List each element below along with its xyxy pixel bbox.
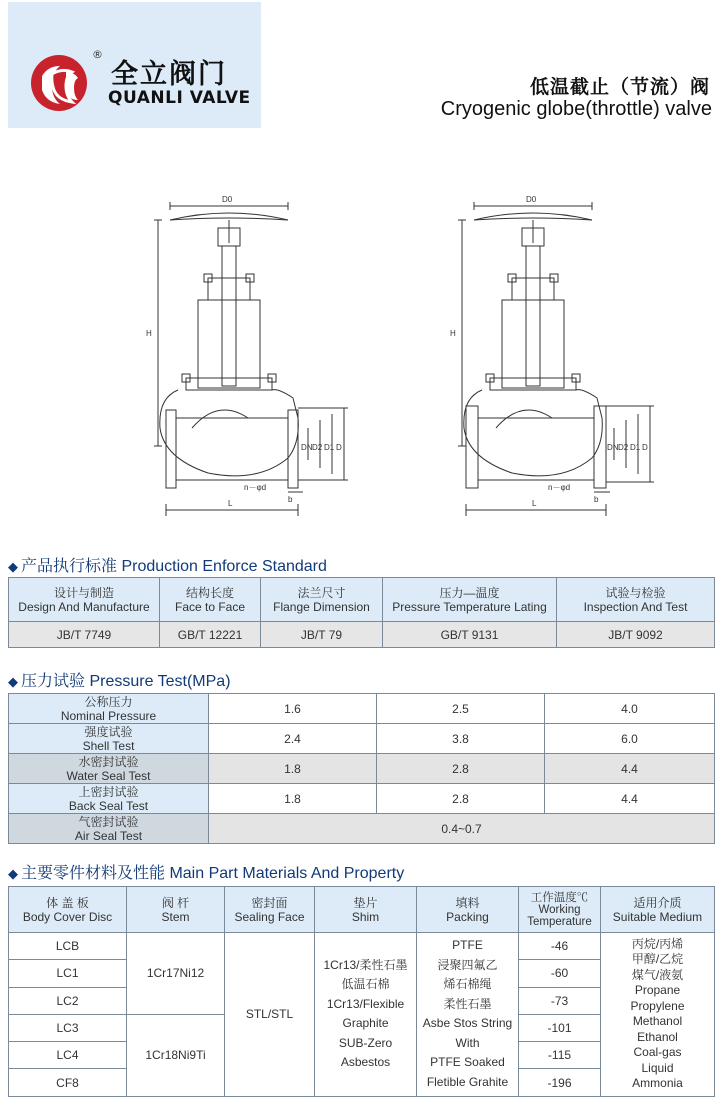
product-title-en: Cryogenic globe(throttle) valve	[440, 98, 712, 120]
pressure-value: 2.5	[377, 694, 545, 724]
label-dn-left: DN	[301, 443, 313, 452]
materials-header: 适用介质 Suitable Medium	[601, 887, 715, 933]
temperature-cell: -196	[519, 1069, 601, 1096]
standards-cell: JB/T 9092	[557, 622, 715, 648]
brand-name-cn: 全立阀门	[111, 59, 227, 90]
pressure-label: 公称压力 Nominal Pressure	[9, 694, 209, 724]
packing-cell: PTFE 浸聚四氟乙 烯石棉绳 柔性石墨 Asbe Stos String With PTFE Soaked Fletible Grahite	[417, 933, 519, 1097]
materials-header: 阀 杆 Stem	[127, 887, 225, 933]
pressure-value: 3.8	[377, 724, 545, 754]
label-holes-left: n－φd	[244, 483, 267, 492]
label-d-right: D	[642, 443, 648, 452]
label-d2-right: D2	[618, 443, 629, 452]
standards-cell: JB/T 7749	[9, 622, 160, 648]
brand-logo	[8, 2, 261, 128]
materials-header: 填料 Packing	[417, 887, 519, 933]
standards-header: 结构长度 Face to Face	[160, 578, 261, 622]
materials-header: 密封面 Sealing Face	[225, 887, 315, 933]
medium-cell: 丙烷/丙烯 甲醇/乙烷 煤气/液氨 Propane Propylene Methanol Ethanol Coal-gas Liquid Ammonia	[601, 933, 715, 1097]
temperature-cell: -115	[519, 1042, 601, 1069]
pressure-value: 2.8	[377, 784, 545, 814]
temperature-cell: -60	[519, 960, 601, 987]
label-l-right: L	[532, 499, 537, 508]
standards-heading: ◆ 产品执行标准 Production Enforce Standard	[8, 558, 327, 575]
label-d0-left: D0	[222, 195, 233, 204]
pressure-heading: ◆ 压力试验 Pressure Test(MPa)	[8, 673, 231, 690]
materials-table	[8, 886, 715, 1097]
pressure-label: 气密封试验 Air Seal Test	[9, 814, 209, 844]
pressure-value: 4.4	[545, 784, 715, 814]
table-row	[9, 814, 715, 844]
label-dn-right: DN	[607, 443, 619, 452]
standards-cell: GB/T 9131	[383, 622, 557, 648]
shim-cell: 1Cr13/柔性石墨 低温石棉 1Cr13/Flexible Graphite SUB-Zero Asbestos	[315, 933, 417, 1097]
body-material-cell: LC4	[9, 1042, 127, 1069]
temperature-cell: -73	[519, 987, 601, 1014]
valve-drawing-right-svg	[442, 188, 672, 523]
pressure-value: 4.4	[545, 754, 715, 784]
temperature-cell: -46	[519, 933, 601, 960]
pressure-label: 强度试验 Shell Test	[9, 724, 209, 754]
label-b-right: b	[594, 495, 599, 504]
pressure-value: 2.4	[209, 724, 377, 754]
stem-material-cell: 1Cr18Ni9Ti	[127, 1014, 225, 1096]
diamond-bullet-icon: ◆	[8, 559, 18, 574]
pressure-value: 4.0	[545, 694, 715, 724]
brand-name-en: QUANLI VALVE	[108, 88, 251, 108]
pressure-value: 6.0	[545, 724, 715, 754]
label-h-left: H	[146, 329, 152, 338]
standards-header: 试验与检验 Inspection And Test	[557, 578, 715, 622]
stem-material-cell: 1Cr17Ni12	[127, 933, 225, 1015]
label-holes-right: n－φd	[548, 483, 571, 492]
registered-mark: ®	[92, 48, 103, 61]
diamond-bullet-icon: ◆	[8, 674, 18, 689]
valve-drawing-right	[442, 188, 672, 527]
materials-header: 体 盖 板 Body Cover Disc	[9, 887, 127, 933]
temperature-cell: -101	[519, 1014, 601, 1041]
pressure-value: 0.4~0.7	[209, 814, 715, 844]
pressure-value: 1.8	[209, 784, 377, 814]
table-row	[9, 754, 715, 784]
label-d-left: D	[336, 443, 342, 452]
body-material-cell: LC3	[9, 1014, 127, 1041]
label-d1-left: D1	[324, 443, 335, 452]
materials-header: 工作温度℃ Working Temperature	[519, 887, 601, 933]
label-l-left: L	[228, 499, 233, 508]
materials-heading: ◆ 主要零件材料及性能 Main Part Materials And Property	[8, 865, 405, 882]
quanli-logo-icon	[30, 54, 88, 112]
table-row	[9, 724, 715, 754]
pressure-label: 水密封试验 Water Seal Test	[9, 754, 209, 784]
pressure-value: 2.8	[377, 754, 545, 784]
pressure-label: 上密封试验 Back Seal Test	[9, 784, 209, 814]
standards-header: 设计与制造 Design And Manufacture	[9, 578, 160, 622]
label-h-right: H	[450, 329, 456, 338]
body-material-cell: CF8	[9, 1069, 127, 1096]
pressure-table	[8, 693, 715, 844]
label-d1-right: D1	[630, 443, 641, 452]
pressure-value: 1.8	[209, 754, 377, 784]
table-row	[9, 933, 715, 960]
product-title-cn: 低温截止（节流）阀	[529, 76, 710, 98]
standards-header: 法兰尺寸 Flange Dimension	[261, 578, 383, 622]
sealing-face-cell: STL/STL	[225, 933, 315, 1097]
standards-header: 压力—温度 Pressure Temperature Lating	[383, 578, 557, 622]
table-row	[9, 694, 715, 724]
diamond-bullet-icon: ◆	[8, 866, 18, 881]
valve-drawing-left	[138, 188, 368, 527]
standards-cell: GB/T 12221	[160, 622, 261, 648]
body-material-cell: LCB	[9, 933, 127, 960]
label-d0-right: D0	[526, 195, 537, 204]
materials-header: 垫片 Shim	[315, 887, 417, 933]
table-row	[9, 784, 715, 814]
label-b-left: b	[288, 495, 293, 504]
body-material-cell: LC1	[9, 960, 127, 987]
label-d2-left: D2	[312, 443, 323, 452]
body-material-cell: LC2	[9, 987, 127, 1014]
valve-drawing-left-svg	[138, 188, 368, 523]
standards-cell: JB/T 79	[261, 622, 383, 648]
standards-table	[8, 577, 715, 648]
pressure-value: 1.6	[209, 694, 377, 724]
